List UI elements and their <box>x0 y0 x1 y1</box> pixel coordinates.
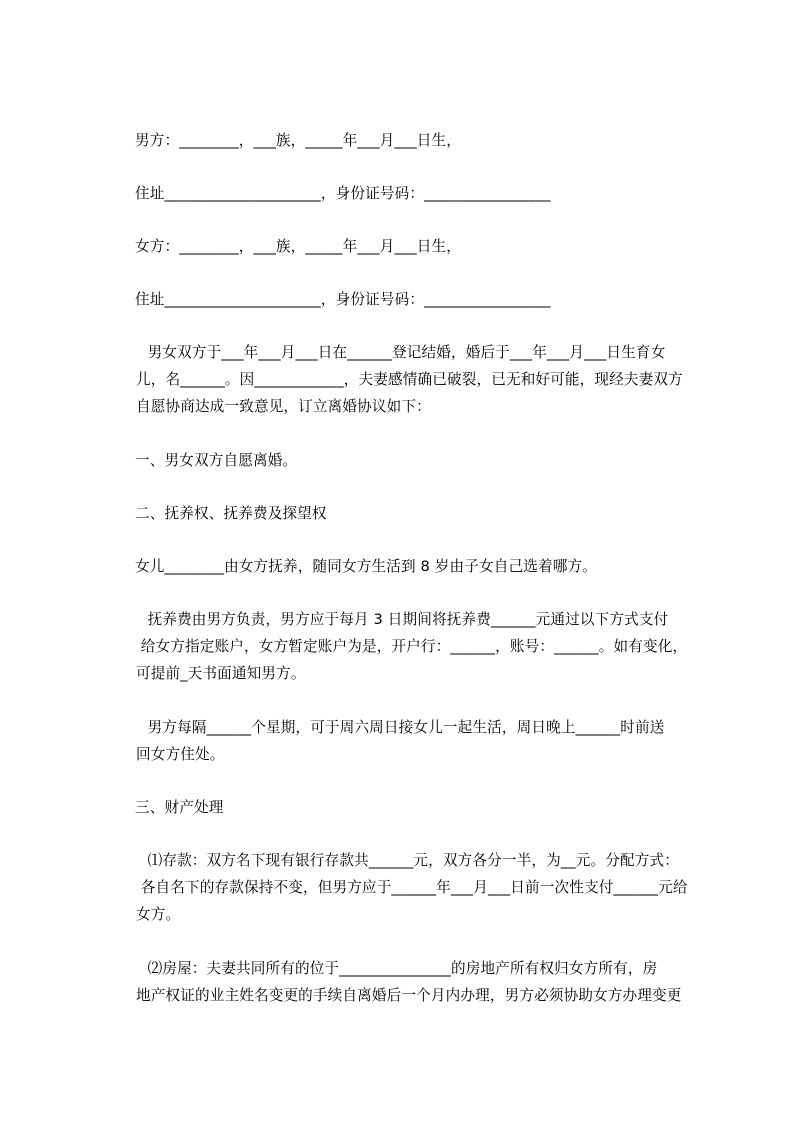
wife-info-line: 女方：________，___族，_____年___月___日生， <box>135 238 462 255</box>
visitation-paragraph-line-2: 回女方住处。 <box>136 746 225 763</box>
custody-line: 女儿________由女方抚养，随同女方生活到 8 岁由子女自己选着哪方。 <box>135 558 597 575</box>
house-paragraph-line-2: 地产权证的业主姓名变更的手续自离婚后一个月内办理，男方必须协助女方办理变更 <box>136 987 682 1004</box>
deposit-paragraph-line-3: 女方。 <box>136 906 181 923</box>
marriage-paragraph-line-3: 自愿协商达成一致意见，订立离婚协议如下： <box>136 398 431 415</box>
marriage-paragraph-line-1: 男女双方于___年___月___日在______登记结婚，婚后于___年___月___日生育女 <box>138 344 666 361</box>
support-paragraph-line-2: 给女方指定账户，女方暂定账户为是，开户行：______，账号：______。如有变化， <box>136 638 688 655</box>
clause-2-heading: 二、抚养权、抚养费及探望权 <box>135 505 327 522</box>
deposit-paragraph-line-2: 各自名下的存款保持不变，但男方应于______年___月___日前一次性支付______元给 <box>136 879 688 896</box>
support-paragraph-line-3: 可提前_天书面通知男方。 <box>136 665 306 682</box>
deposit-paragraph-line-1: ⑴存款：双方名下现有银行存款共______元，双方各分一半，为__元。分配方式： <box>138 852 679 869</box>
marriage-paragraph-line-2: 儿，名______。因____________，夫妻感情确已破裂，已无和好可能，现经夫妻双方 <box>136 371 683 388</box>
house-paragraph-line-1: ⑵房屋：夫妻共同所有的位于_______________的房地产所有权归女方所有，房 <box>138 960 658 977</box>
support-paragraph-line-1: 抚养费由男方负责，男方应于每月 3 日期间将抚养费______元通过以下方式支付 <box>138 611 669 628</box>
visitation-paragraph-line-1: 男方每隔______个星期，可于周六周日接女儿一起生活，周日晚上______时前送 <box>138 719 665 736</box>
wife-address-line: 住址_____________________，身份证号码：_________________ <box>135 291 551 308</box>
clause-3-heading: 三、财产处理 <box>135 799 224 816</box>
husband-address-line: 住址_____________________，身份证号码：_________________ <box>135 185 551 202</box>
clause-1-heading: 一、男女双方自愿离婚。 <box>135 452 298 469</box>
husband-info-line: 男方：________，___族，_____年___月___日生， <box>135 132 462 149</box>
